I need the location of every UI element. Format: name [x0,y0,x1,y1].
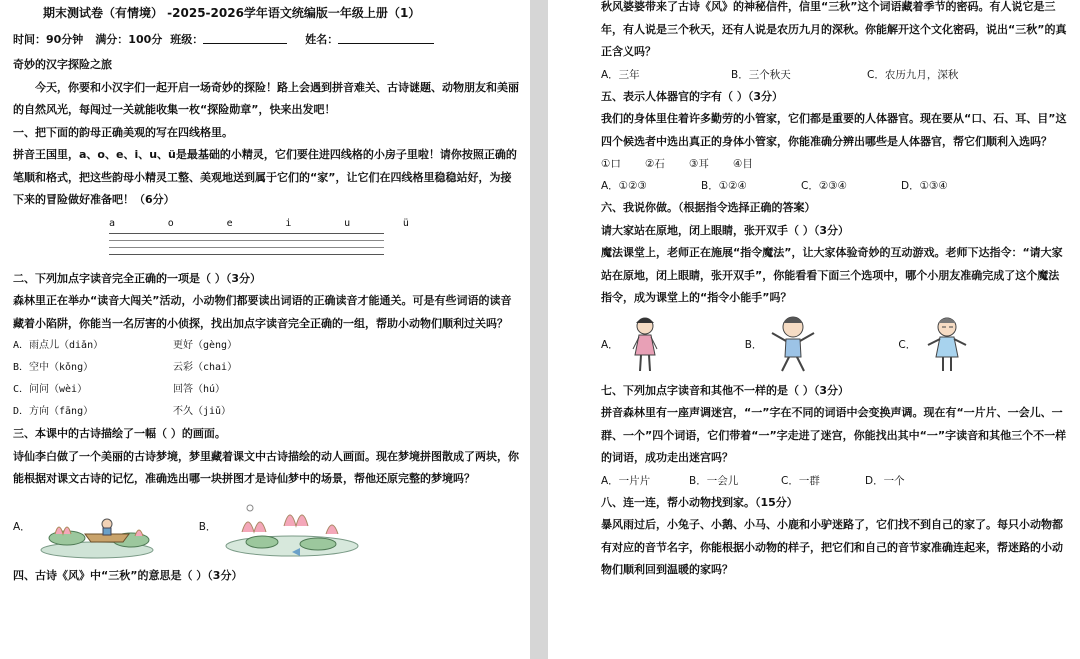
class-label: 班级： [170,33,204,46]
q6-pictures [601,310,1070,380]
score-label: 满分：100分 [95,33,163,46]
q4-title: 四、古诗《风》中“三秋”的意思是（ ）（3分） [13,568,243,582]
q7-options [601,470,1070,492]
girl-eyes-closed-illustration[interactable] [922,313,972,377]
q5-text: 我们的身体里住着许多勤劳的小管家，它们都是重要的人体器官。现在要从“口、石、耳、目”这四个候选者中选出真正的身体小管家，你能准确分辨出哪些是人体器官，帮它们顺利入选吗？ [601,112,1067,148]
q5-char-3: ③耳 [689,158,709,170]
q4-option-b[interactable]: B．三个秋天 [731,68,791,81]
q6-option-c-label[interactable]: C． [898,339,917,351]
vowel-i: i [285,217,292,229]
q4-option-c[interactable]: C．农历九月，深秋 [867,68,959,81]
four-line-grid[interactable] [13,218,522,260]
q1-text: 拼音王国里，a、o、e、i、u、ü是最基础的小精灵，它们要住进四线格的小房子里啦！请你按照正确的笔顺和格式，把这些韵母小精灵工整、美观地送到属于它们的“家”，让它们在四线格里稳稳站好，为接下来的冒险做好准备吧！（6分） [13,148,517,206]
q6-title: 六、我说你做。（根据指令选择正确的答案） [601,201,816,214]
info-line [13,28,522,52]
q5-option-d[interactable]: D．①③④ [901,180,948,192]
vowel-v: ü [402,217,409,229]
exam-title: 期末测试卷（有情境） -2025-2026学年语文统编版一年级上册（1） [43,6,421,20]
q2-options [13,335,522,423]
q2-text: 森林里正在举办“读音大闯关”活动，小动物们都要读出词语的正确读音才能通关。可是有些词语的读音藏着小陷阱，你能当一名厉害的小侦探，找出加点字读音完全正确的一组，帮助小动物们顺利过关吗？ [13,294,512,330]
q1-title: 一、把下面的韵母正确美观的写在四线格里。 [13,125,233,139]
q3-pictures [13,491,522,563]
q5-char-2: ②石 [645,158,665,170]
q7-option-b[interactable]: B．一会儿 [689,474,739,487]
q5-option-c[interactable]: C．②③④ [801,180,848,192]
name-blank[interactable] [338,28,434,44]
q4-text: 秋风婆婆带来了古诗《风》的神秘信件，信里“三秋”这个词语藏着季节的密码。有人说它是三年，有人说是三个秋天，还有人说是农历九月的深秋。你能解开这个文化密码，说出“三秋”的真正含义吗？ [601,0,1067,58]
q7-option-d[interactable]: D．一个 [865,474,905,487]
q2-option-b[interactable]: B．空中（kǒng） 云彩（chai） [13,362,238,373]
girl-standing-illustration[interactable] [625,313,665,377]
q3-title: 三、本课中的古诗描绘了一幅（ ）的画面。 [13,427,226,440]
q5-options [601,175,1070,197]
intro-text: 今天，你要和小汉字们一起开启一场奇妙的探险！路上会遇到拼音难关、古诗谜题、动物朋友和美丽的自然风光，每闯过一关就能收集一枚“探险勋章”，快来出发吧！ [13,80,519,116]
class-blank[interactable] [203,28,287,44]
q5-option-b[interactable]: B．①②④ [701,180,747,192]
q6-option-a-label[interactable]: A． [601,339,619,351]
q6-option-b-label[interactable]: B． [744,339,763,351]
four-line-staff [109,233,384,255]
q6-line: 请大家站在原地，闭上眼睛，张开双手（ ）（3分） [601,223,849,237]
q7-option-c[interactable]: C．一群 [781,474,820,487]
q5-char-4: ④目 [733,158,753,170]
q6-text: 魔法课堂上，老师正在施展“指令魔法”，让大家体验奇妙的互动游戏。老师下达指令：“请大家站在原地，闭上眼睛，张开双手”，你能看看下面三个选项中，哪个小朋友准确完成了这个魔法指令，成为课堂上的“指令小能手”吗？ [601,246,1063,304]
q2-title: 二、下列加点字读音完全正确的一项是（ ）（3分） [13,271,261,285]
vowel-list [109,218,409,229]
section-title: 奇妙的汉字探险之旅 [13,58,112,71]
q8-title: 八、连一连，帮小动物找到家。（15分） [601,495,798,509]
boy-arms-open-illustration[interactable] [768,313,818,377]
vowel-a: a [109,217,116,229]
q5-title: 五、表示人体器官的字有（ ）（3分） [601,89,783,103]
vowel-o: o [167,217,174,229]
right-page [548,0,1080,659]
q7-option-a[interactable]: A．一片片 [601,474,651,487]
q2-option-a[interactable]: A．雨点儿（diǎn） 更好（gèng） [13,340,238,351]
q3-text: 诗仙李白做了一个美丽的古诗梦境，梦里藏着课文中古诗描绘的动人画面。现在梦境拼图散成了两块，你能根据对课文古诗的记忆，准确选出哪一块拼图才是诗仙梦中的场景，帮他还原完整的梦境吗？ [13,449,519,485]
q2-option-c[interactable]: C．问问（wèi） 回答（hú） [13,384,226,395]
vowel-u: u [344,217,351,229]
q5-option-a[interactable]: A．①②③ [601,180,647,192]
lotus-boat-illustration[interactable] [37,494,157,560]
time-label: 时间：90分钟 [13,33,84,46]
q3-option-b-label[interactable]: B． [198,521,217,533]
page-gap [530,0,548,659]
lotus-pond-illustration[interactable] [222,494,362,560]
q2-option-d[interactable]: D．方向（fāng） 不久（jiǔ） [13,406,232,417]
name-label: 姓名： [305,33,339,46]
q5-chars [601,153,1070,175]
q7-title: 七、下列加点字读音和其他不一样的是（ ）（3分） [601,383,849,397]
q7-text: 拼音森林里有一座声调迷宫，“一”字在不同的词语中会变换声调。现在有“一片片、一会儿、一群、一个”四个词语，它们带着“一”字走进了迷宫，你能找出其中“一”字读音和其他三个不一样的词语，成功走出迷宫吗？ [601,406,1067,464]
left-page [0,0,530,659]
q4-options [601,64,1070,86]
q8-text: 暴风雨过后，小兔子、小鹅、小马、小鹿和小驴迷路了，它们找不到自己的家了。每只小动物都有对应的音节名字，你能根据小动物的样子，把它们和自己的音节家准确连起来，帮迷路的小动物们顺利回到温暖的家吗？ [601,518,1063,576]
q5-char-1: ①口 [601,158,621,170]
q3-option-a-label[interactable]: A． [13,521,31,533]
q4-option-a[interactable]: A．三年 [601,68,640,81]
vowel-e: e [226,217,233,229]
